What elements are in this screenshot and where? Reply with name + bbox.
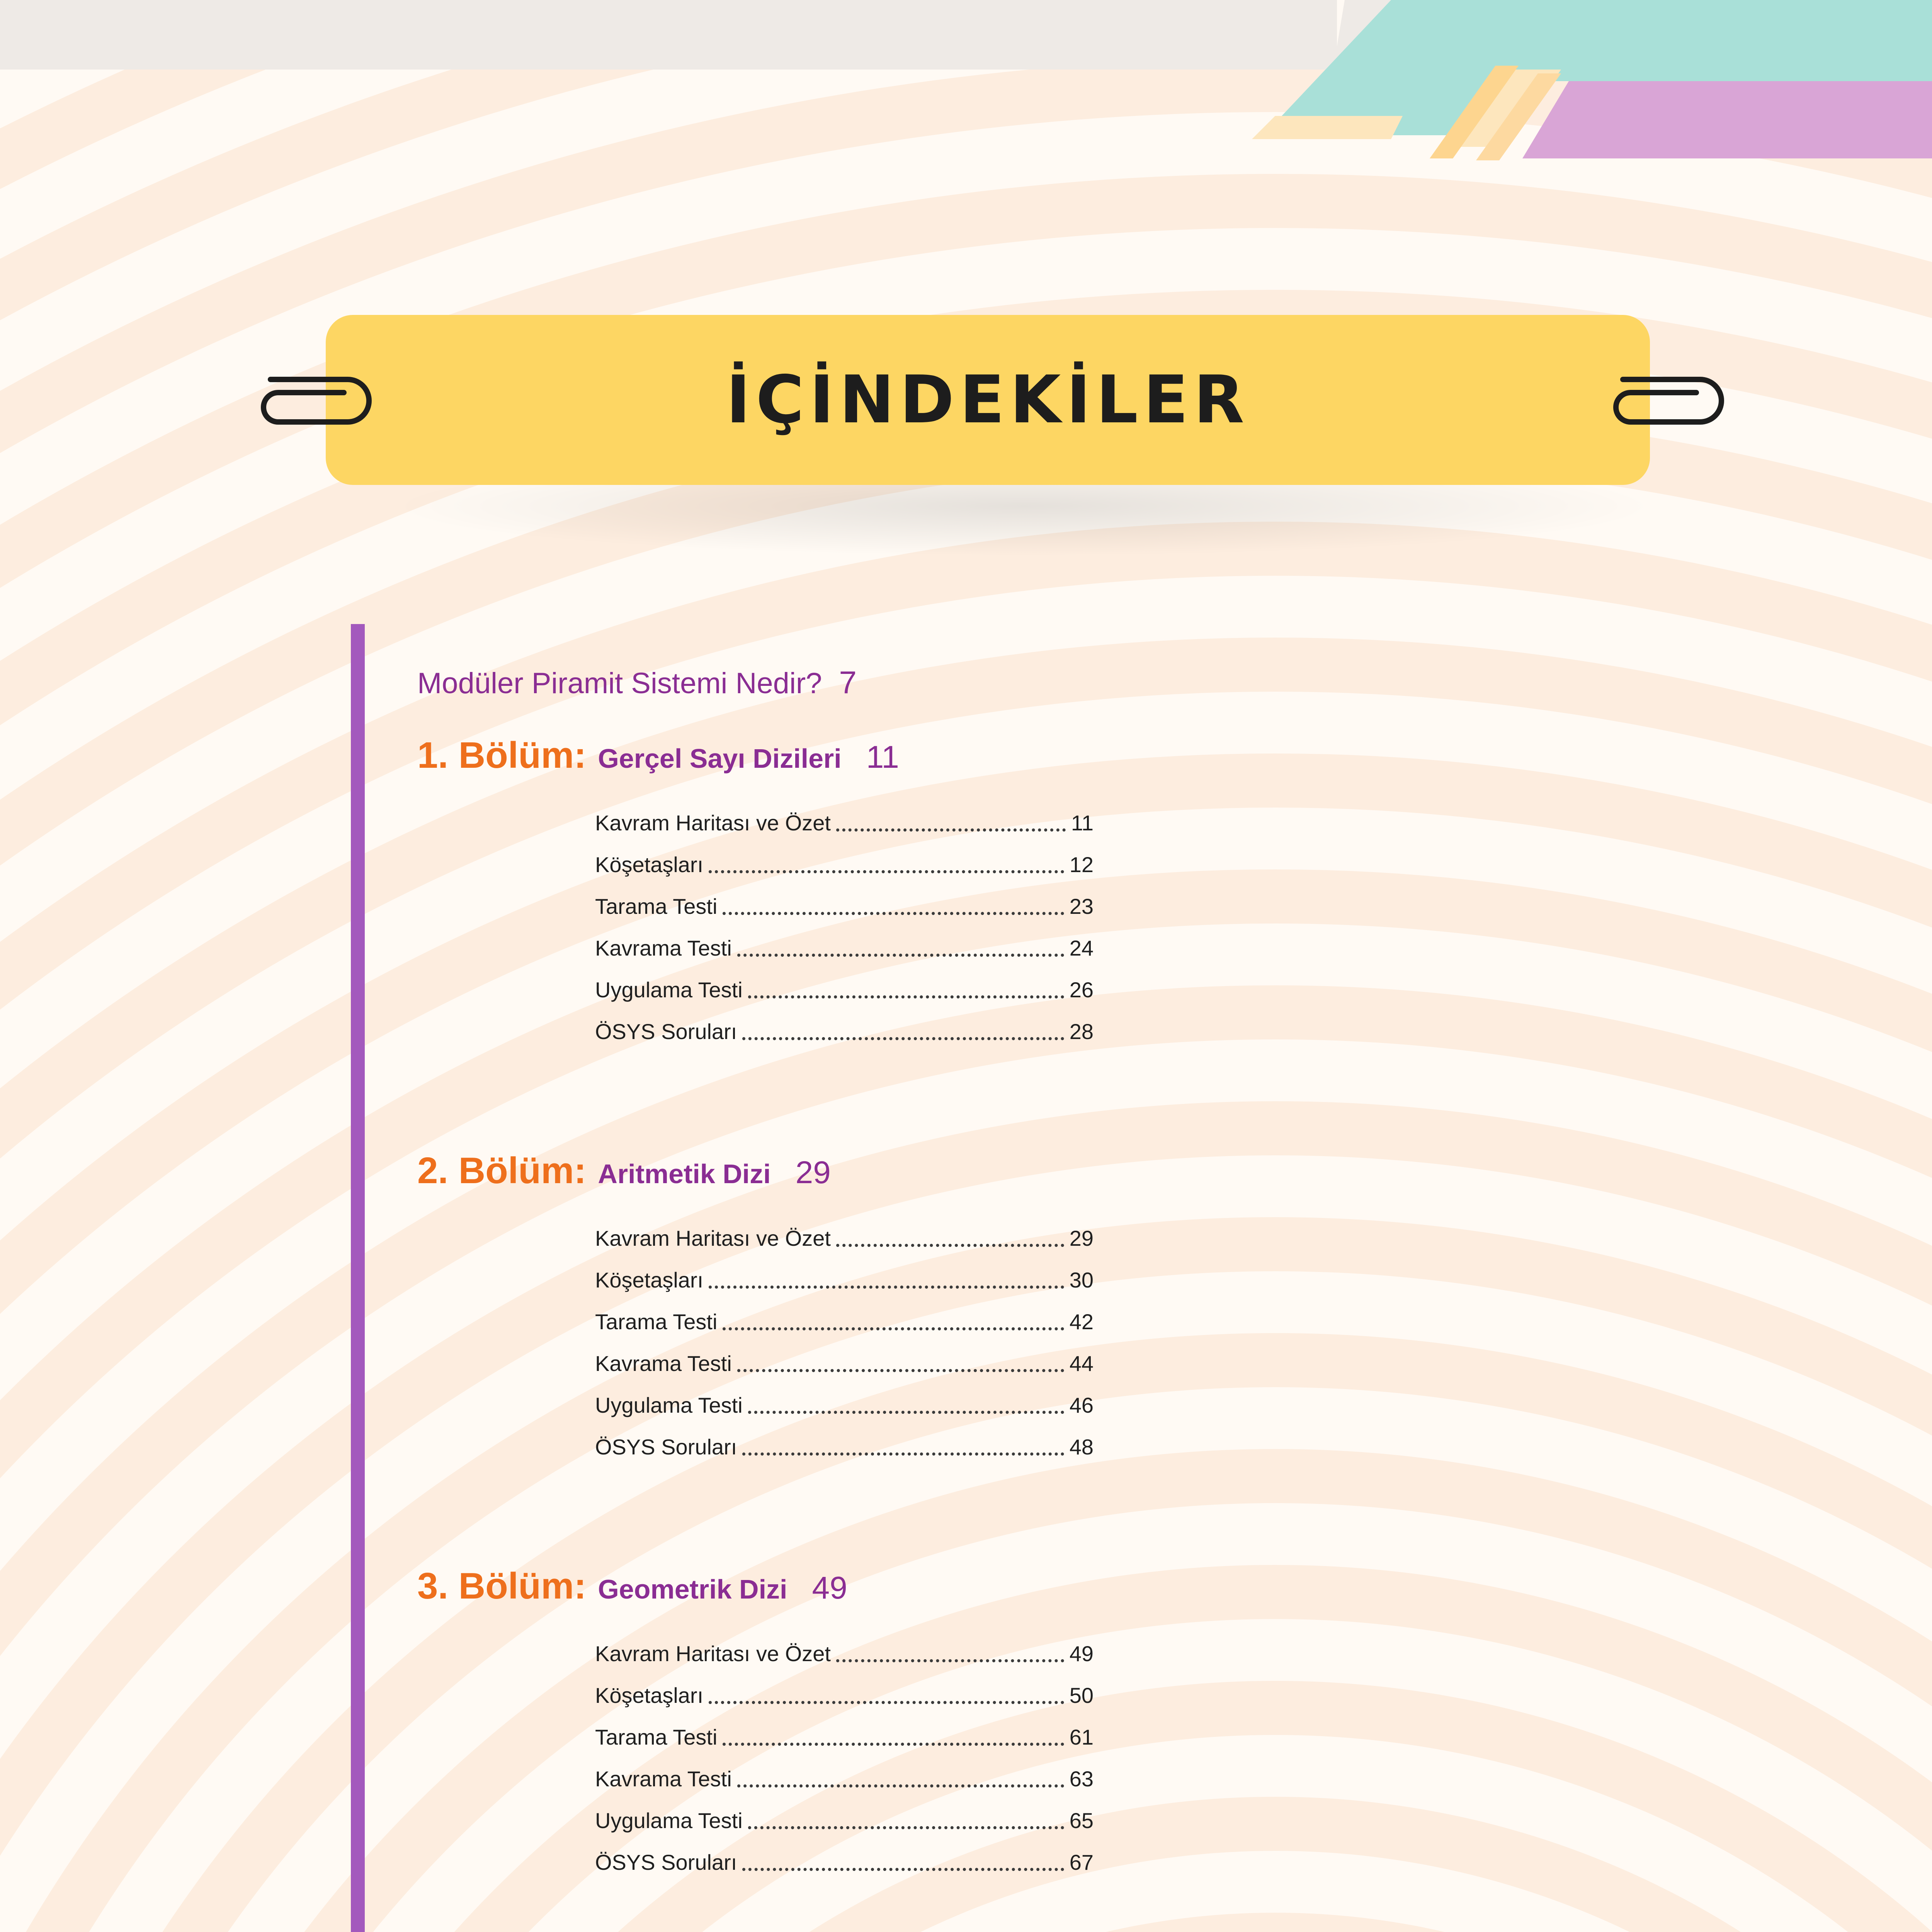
entry-label: Köşetaşları [595,1683,704,1708]
entry-label: Köşetaşları [595,1267,704,1292]
dot-leader [742,1018,1064,1040]
title-banner [326,315,1650,485]
section-entries [595,1633,1094,1883]
dot-leader [737,1765,1064,1787]
dot-leader [836,1640,1064,1662]
entry-page: 48 [1069,1434,1094,1459]
dot-leader [737,934,1064,957]
entry-page: 67 [1069,1850,1094,1874]
section-heading[interactable] [417,734,899,777]
section-page: 49 [812,1570,847,1605]
toc-entry[interactable] [595,1716,1094,1758]
toc-entry[interactable] [595,1758,1094,1799]
entry-page: 63 [1069,1766,1094,1791]
dot-leader [742,1433,1064,1456]
toc-entry[interactable] [595,1841,1094,1883]
section-page: 11 [866,740,899,775]
section-title: Geometrik Dizi [598,1574,787,1604]
toc-entry[interactable] [595,844,1094,885]
intro-page: 7 [839,665,857,700]
entry-page: 61 [1069,1725,1094,1749]
section-entries [595,802,1094,1052]
dot-leader [748,976,1064,998]
entry-label: Tarama Testi [595,1725,718,1749]
entry-label: ÖSYS Soruları [595,1434,737,1459]
toc-entry[interactable] [595,1259,1094,1301]
entry-page: 26 [1069,977,1094,1002]
dot-leader [723,1308,1064,1330]
dot-leader [737,1350,1064,1372]
entry-page: 65 [1069,1808,1094,1833]
toc-entry[interactable] [595,1301,1094,1342]
entry-page: 50 [1069,1683,1094,1708]
entry-page: 49 [1069,1641,1094,1666]
entry-label: Kavrama Testi [595,935,732,960]
dot-leader [709,1266,1064,1289]
toc-entry[interactable] [595,1384,1094,1426]
dot-leader [748,1391,1064,1414]
paperclip-icon [243,372,375,430]
entry-page: 44 [1069,1351,1094,1376]
dot-leader [836,1225,1064,1247]
entry-page: 46 [1069,1393,1094,1417]
entry-page: 12 [1069,852,1094,877]
toc-entry[interactable] [595,1426,1094,1468]
toc-entry[interactable] [595,927,1094,969]
entry-label: Tarama Testi [595,1309,718,1334]
toc-entry[interactable] [595,1010,1094,1052]
toc-entry[interactable] [595,885,1094,927]
toc-entry[interactable] [595,1342,1094,1384]
entry-page: 29 [1069,1226,1094,1250]
entry-page: 30 [1069,1267,1094,1292]
entry-label: Kavrama Testi [595,1351,732,1376]
entry-label: Köşetaşları [595,852,704,877]
entry-page: 28 [1069,1019,1094,1044]
toc-entry[interactable] [595,1633,1094,1674]
section-title: Gerçel Sayı Dizileri [598,743,842,774]
section-entries [595,1217,1094,1468]
entry-label: ÖSYS Soruları [595,1019,737,1044]
entry-label: Tarama Testi [595,894,718,918]
toc-entry[interactable] [595,1217,1094,1259]
section-prefix: 2. Bölüm: [417,1150,587,1191]
dot-leader [748,1807,1064,1829]
entry-page: 24 [1069,935,1094,960]
entry-label: Uygulama Testi [595,1393,743,1417]
section-prefix: 3. Bölüm: [417,1565,587,1607]
entry-page: 11 [1071,810,1094,835]
section-title: Aritmetik Dizi [598,1159,771,1189]
intro-entry[interactable] [417,665,857,701]
section-heading[interactable] [417,1150,831,1192]
section-prefix: 1. Bölüm: [417,735,587,776]
toc-side-bar [351,624,365,1932]
dot-leader [709,851,1064,873]
entry-label: Kavram Haritası ve Özet [595,1226,831,1250]
dot-leader [836,809,1066,832]
toc-entry[interactable] [595,1674,1094,1716]
toc-entry[interactable] [595,802,1094,844]
entry-label: Uygulama Testi [595,977,743,1002]
paperclip-icon [1596,372,1727,430]
entry-label: Kavrama Testi [595,1766,732,1791]
entry-label: ÖSYS Soruları [595,1850,737,1874]
entry-label: Kavram Haritası ve Özet [595,810,831,835]
entry-page: 23 [1069,894,1094,918]
dot-leader [723,893,1064,915]
entry-label: Kavram Haritası ve Özet [595,1641,831,1666]
corner-decoration [0,0,1932,170]
dot-leader [742,1849,1064,1871]
page-title: İÇİNDEKİLER [726,362,1250,438]
entry-page: 42 [1069,1309,1094,1334]
entry-label: Uygulama Testi [595,1808,743,1833]
toc-entry[interactable] [595,1799,1094,1841]
section-page: 29 [795,1155,831,1190]
intro-label: Modüler Piramit Sistemi Nedir? [417,667,822,700]
section-heading[interactable] [417,1565,847,1607]
toc-entry[interactable] [595,969,1094,1010]
dot-leader [723,1723,1064,1746]
dot-leader [709,1682,1064,1704]
